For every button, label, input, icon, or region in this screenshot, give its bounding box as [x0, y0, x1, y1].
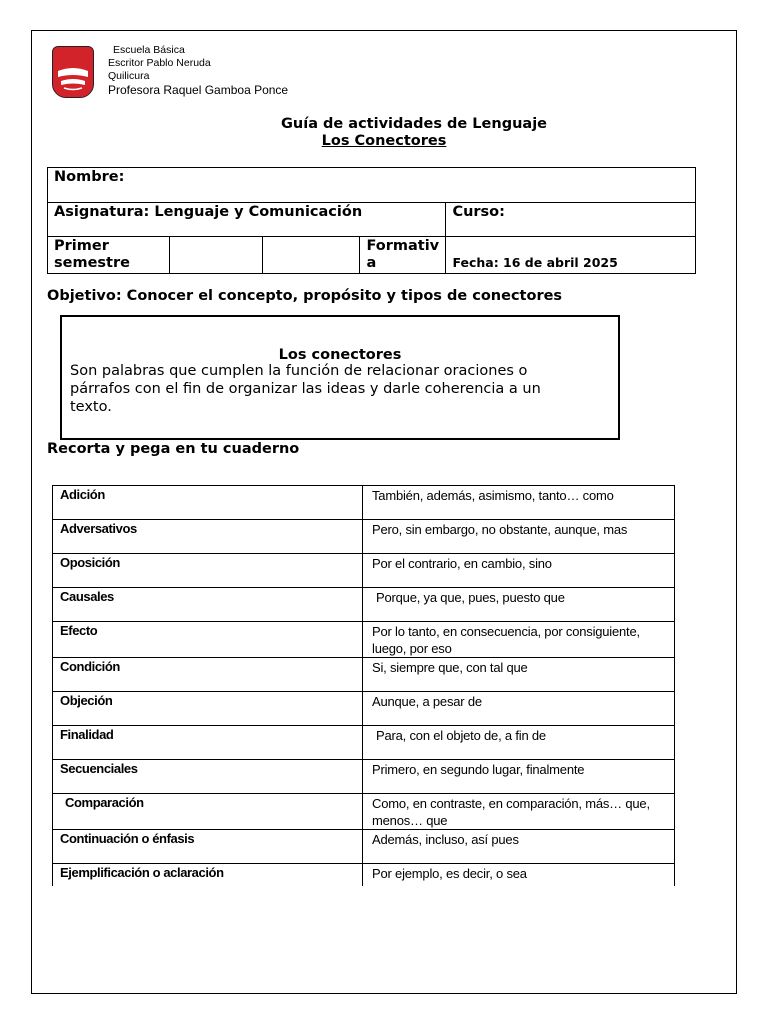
connector-examples: Aunque, a pesar de: [363, 692, 675, 726]
guide-title: Guía de actividades de Lenguaje: [281, 116, 547, 132]
school-name: Escuela Básica: [113, 44, 185, 56]
blank-cell-2[interactable]: [262, 237, 360, 274]
table-row: [53, 726, 675, 760]
guide-subtitle: Los Conectores: [321, 133, 447, 149]
semester-cell: Primer semestre: [48, 237, 170, 274]
definition-box: [60, 315, 620, 440]
connector-examples: Primero, en segundo lugar, finalmente: [363, 760, 675, 794]
definition-body: Son palabras que cumplen la función de relacionar oraciones o párrafos con el fin de organizar las ideas y darle coherencia a un texto.: [70, 363, 541, 415]
connector-type: Comparación: [53, 794, 363, 830]
table-row: [53, 830, 675, 864]
connector-type: Continuación o énfasis: [53, 830, 363, 864]
connector-examples: Pero, sin embargo, no obstante, aunque, mas: [363, 520, 675, 554]
table-row: [53, 622, 675, 658]
connector-examples: Porque, ya que, pues, puesto que: [363, 588, 675, 622]
table-row: [53, 588, 675, 622]
school-name-line2: Escritor Pablo Neruda: [108, 57, 211, 69]
connector-examples: Además, incluso, así pues: [363, 830, 675, 864]
connector-type: Ejemplificación o aclaración: [53, 864, 363, 886]
connector-type: Adición: [53, 486, 363, 520]
connector-type: Efecto: [53, 622, 363, 658]
table-row: [53, 692, 675, 726]
table-row: [53, 658, 675, 692]
student-info-table: [47, 167, 696, 274]
connector-examples: Por lo tanto, en consecuencia, por consiguiente, luego, por eso: [363, 622, 675, 658]
connectors-table: [52, 485, 675, 886]
course-field[interactable]: Curso:: [446, 203, 696, 237]
table-row: [53, 486, 675, 520]
connector-examples: Por ejemplo, es decir, o sea: [363, 864, 675, 886]
connector-type: Causales: [53, 588, 363, 622]
connector-type: Secuenciales: [53, 760, 363, 794]
definition-title: Los conectores: [278, 347, 402, 363]
connector-type: Finalidad: [53, 726, 363, 760]
connector-type: Adversativos: [53, 520, 363, 554]
table-row: [53, 794, 675, 830]
connector-type: Objeción: [53, 692, 363, 726]
date-cell: Fecha: 16 de abril 2025: [446, 237, 696, 274]
connector-examples: Si, siempre que, con tal que: [363, 658, 675, 692]
connector-examples: Como, en contraste, en comparación, más… que, menos… que: [363, 794, 675, 830]
connector-type: Oposición: [53, 554, 363, 588]
teacher-name: Profesora Raquel Gamboa Ponce: [108, 83, 289, 97]
table-row: [53, 864, 675, 886]
table-row: [53, 554, 675, 588]
school-logo: [52, 46, 94, 98]
subject-field: Asignatura: Lenguaje y Comunicación: [48, 203, 446, 237]
name-field[interactable]: Nombre:: [48, 168, 696, 203]
objective: Objetivo: Conocer el concepto, propósito y tipos de conectores: [47, 288, 563, 304]
blank-cell-1[interactable]: [169, 237, 262, 274]
connector-examples: También, además, asimismo, tanto… como: [363, 486, 675, 520]
school-city: Quilicura: [108, 70, 150, 82]
table-row: [53, 760, 675, 794]
connector-type: Condición: [53, 658, 363, 692]
instruction-text: Recorta y pega en tu cuaderno: [47, 441, 300, 457]
connector-examples: Por el contrario, en cambio, sino: [363, 554, 675, 588]
evaluation-type-cell: Formativ a: [360, 237, 446, 274]
connector-examples: Para, con el objeto de, a fin de: [363, 726, 675, 760]
school-header: [108, 44, 288, 98]
table-row: [53, 520, 675, 554]
